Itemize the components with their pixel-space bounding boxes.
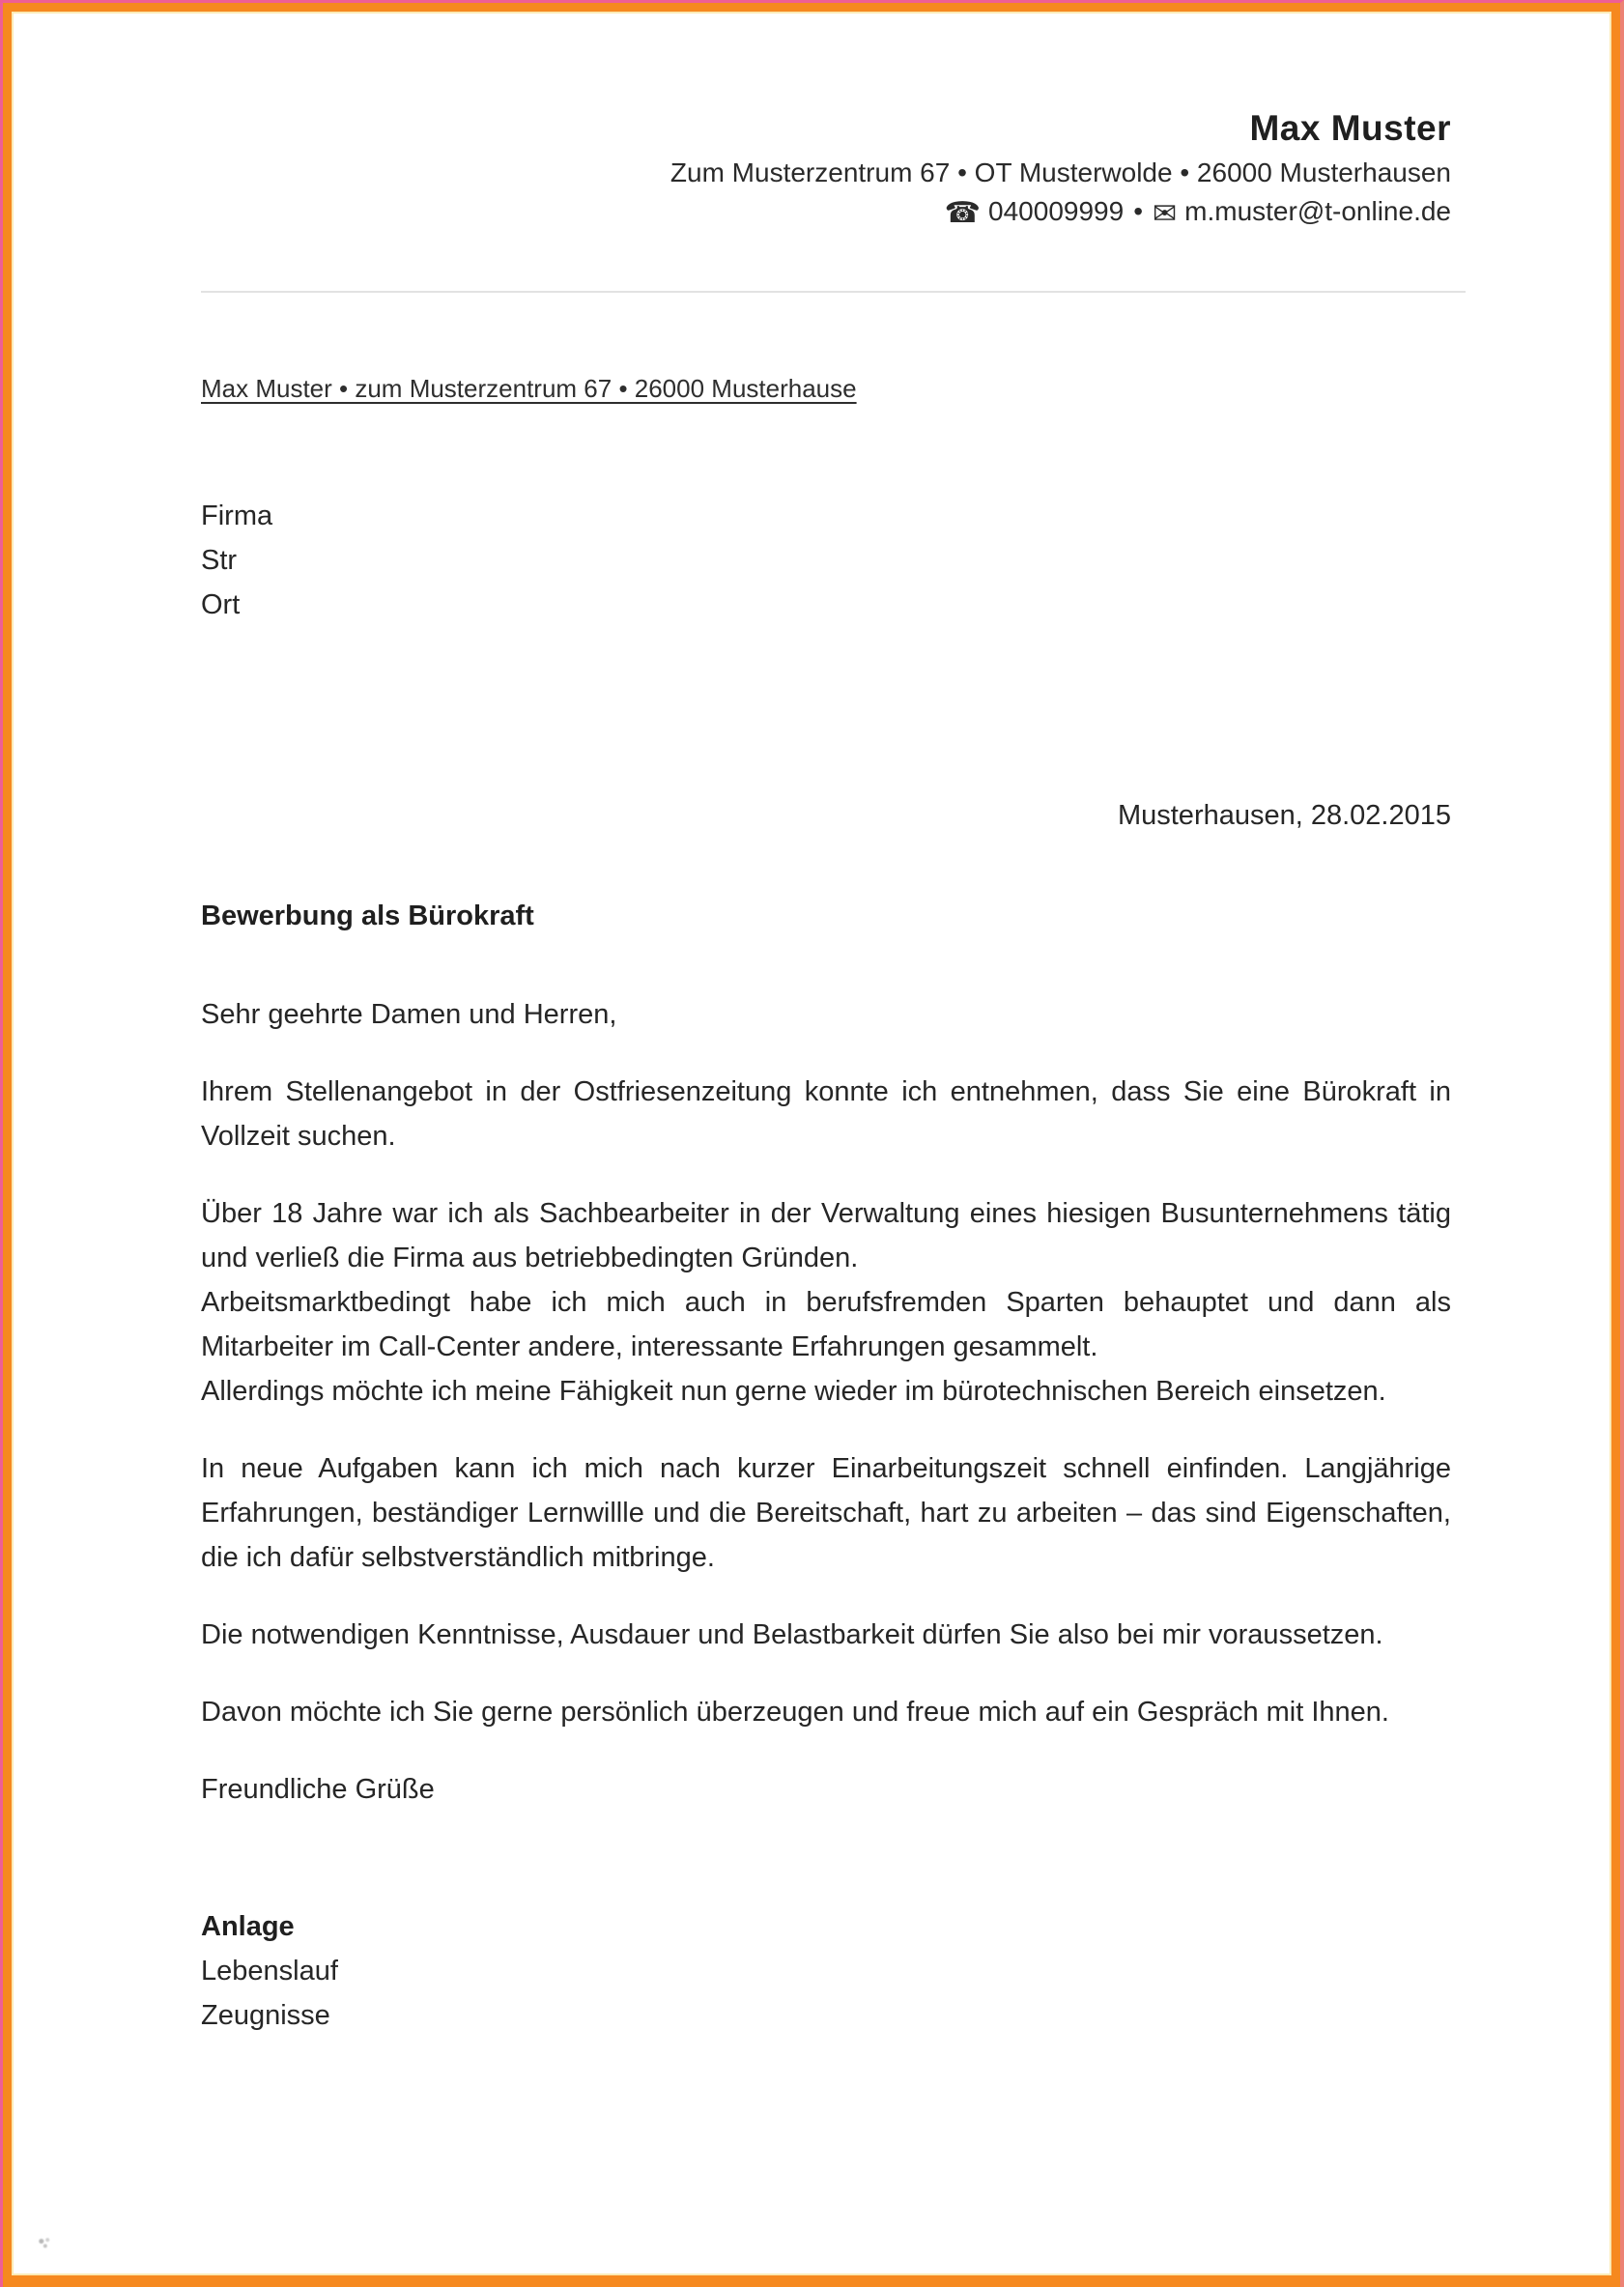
bullet-separator: • bbox=[1133, 195, 1143, 226]
recipient-street: Str bbox=[201, 545, 238, 577]
salutation: Sehr geehrte Damen und Herren, bbox=[201, 999, 617, 1031]
enclosure-title: Anlage bbox=[201, 1911, 295, 1943]
envelope-icon: ✉ bbox=[1153, 197, 1178, 230]
enclosure-block bbox=[201, 1904, 1451, 2038]
sender-contact-line bbox=[201, 195, 1451, 229]
enclosure-item-lebenslauf: Lebenslauf bbox=[201, 1956, 338, 1987]
paragraph-5: Davon möchte ich Sie gerne persönlich überzeugen und freue mich auf ein Gespräch mit Ihnen. bbox=[201, 1697, 1389, 1729]
recipient-company: Firma bbox=[201, 500, 273, 532]
subject-line: Bewerbung als Bürokraft bbox=[201, 901, 534, 932]
paragraph-2-sentence-2: Arbeitsmarktbedingt habe ich mich auch in berufsfremden Sparten behauptet und dann als Mitarbeiter im Call-Center andere, interessante Erfahrungen gesammelt. bbox=[201, 1287, 1451, 1363]
paragraph-2 bbox=[201, 1191, 1451, 1414]
paragraph-4: Die notwendigen Kenntnisse, Ausdauer und Belastbarkeit dürfen Sie also bei mir voraussetzen. bbox=[201, 1619, 1383, 1651]
phone-number: 040009999 bbox=[988, 195, 1125, 226]
date-line: Musterhausen, 28.02.2015 bbox=[1117, 800, 1451, 832]
paragraph-1: Ihrem Stellenangebot in der Ostfriesenzeitung konnte ich entnehmen, dass Sie eine Bürokraft in Vollzeit suchen. bbox=[201, 1076, 1451, 1153]
recipient-city: Ort bbox=[201, 589, 241, 621]
phone-icon: ☎ bbox=[944, 196, 982, 229]
enclosure-item-zeugnisse: Zeugnisse bbox=[201, 2000, 330, 2032]
email-address: m.muster@t-online.de bbox=[1184, 195, 1451, 226]
paragraph-3: In neue Aufgaben kann ich mich nach kurzer Einarbeitungszeit schnell einfinden. Langjährige Erfahrungen, beständiger Lernwillle und die Bereitschaft, hart zu arbeiten – das sind Eigenschaften, die ich dafür selbstverständlich mitbringe. bbox=[201, 1453, 1451, 1574]
paragraph-2-sentence-3: Allerdings möchte ich meine Fähigkeit nun gerne wieder im bürotechnischen Bereich einsetzen. bbox=[201, 1376, 1386, 1408]
return-address-line: Max Muster • zum Musterzentrum 67 • 26000 Musterhause bbox=[201, 373, 857, 403]
letterhead bbox=[201, 108, 1451, 229]
closing-phrase: Freundliche Grüße bbox=[201, 1774, 435, 1806]
scan-artifact-mark bbox=[37, 2236, 52, 2249]
recipient-block bbox=[201, 494, 1451, 627]
paragraph-2-sentence-1: Über 18 Jahre war ich als Sachbearbeiter in der Verwaltung eines hiesigen Busunternehmens tätig und verließ die Firma aus betriebbedingten Gründen. bbox=[201, 1198, 1451, 1274]
sender-address-line: Zum Musterzentrum 67 • OT Musterwolde • 26000 Musterhausen bbox=[670, 157, 1451, 187]
sender-name: Max Muster bbox=[1249, 108, 1451, 148]
